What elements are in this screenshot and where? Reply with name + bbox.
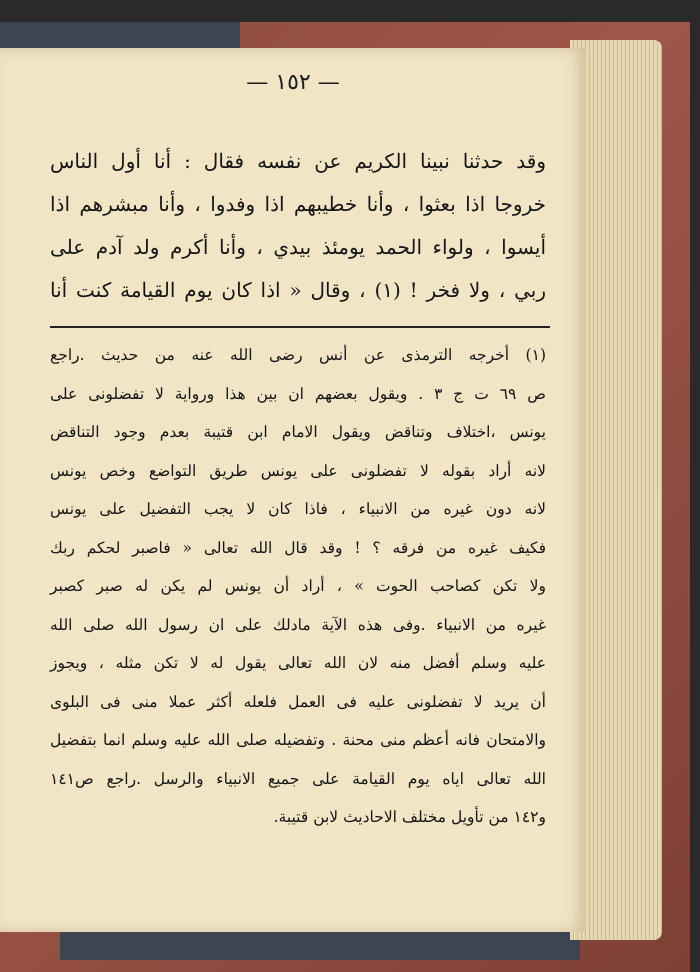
main-text-line: وقد حدثنا نبينا الكريم عن نفسه فقال : أنا أول الناس — [50, 149, 546, 173]
footnote-line: والامتحان فانه أعظم منى محنة . وتفضيله صلى الله عليه وسلم انما بتفضيل — [50, 731, 546, 749]
footnote-line: (١) أخرجه الترمذى عن أنس رضى الله عنه من حديث .راجع — [50, 346, 546, 364]
footnote-line: الله تعالى اياه يوم القيامة على جميع الانبياء والرسل .راجع ص١٤١ — [50, 769, 546, 788]
footnote-line: لانه دون غيره من الانبياء ، فاذا كان لا يجب التفضيل على يونس — [50, 500, 546, 518]
footnote-line: ص ٦٩ ت ج ٣ . ويقول بعضهم ان بين هذا ورواية لا تفضلونى على — [50, 384, 546, 403]
cover-cloth-bottom — [60, 930, 580, 960]
footnote-line: و١٤٢ من تأويل مختلف الاحاديث لابن قتيبة. — [273, 808, 546, 826]
footnote-divider — [50, 326, 550, 328]
footnote-line: عليه وسلم أفضل منه لان الله تعالى يقول له لا تكن مثله ، ويجوز — [50, 654, 546, 672]
footnote-line: ولا تكن كصاحب الحوت » ، أراد أن يونس لم يكن له صبر كصبر — [50, 577, 546, 595]
footnote-line: فكيف غيره من فرقه ؟ ! وقد قال الله تعالى « فاصبر لحكم ربك — [50, 538, 546, 557]
cover-cloth-top — [0, 22, 240, 48]
footnote-line: أن يريد لا تفضلونى عليه فى العمل فلعله أكثر عملا منى فى البلوى — [50, 692, 546, 711]
footnote-line: يونس ،اختلاف وتناقض ويقول الامام ابن قتيبة بعدم وجود التناقض — [50, 423, 546, 441]
footnote-line: لانه أراد بقوله لا تفضلونى على يونس طريق التواضع وخص يونس — [50, 461, 546, 480]
main-text-line: ربي ، ولا فخر ! (١) ، وقال « اذا كان يوم القيامة كنت أنا — [50, 278, 547, 302]
footnote-line: غيره من الانبياء .وفى هذه الآية مادلك على ان رسول الله صلى الله — [50, 615, 546, 634]
main-text-line: خروجا اذا بعثوا ، وأنا خطيبهم اذا وفدوا ، وأنا مبشرهم اذا — [50, 192, 546, 216]
page-number: — ١٥٢ — — [246, 70, 340, 95]
footnote — [50, 336, 546, 837]
main-text-line: أيسوا ، ولواء الحمد يومئذ بيدي ، وأنا أكرم ولد آدم على — [50, 235, 546, 259]
main-text — [50, 140, 546, 312]
